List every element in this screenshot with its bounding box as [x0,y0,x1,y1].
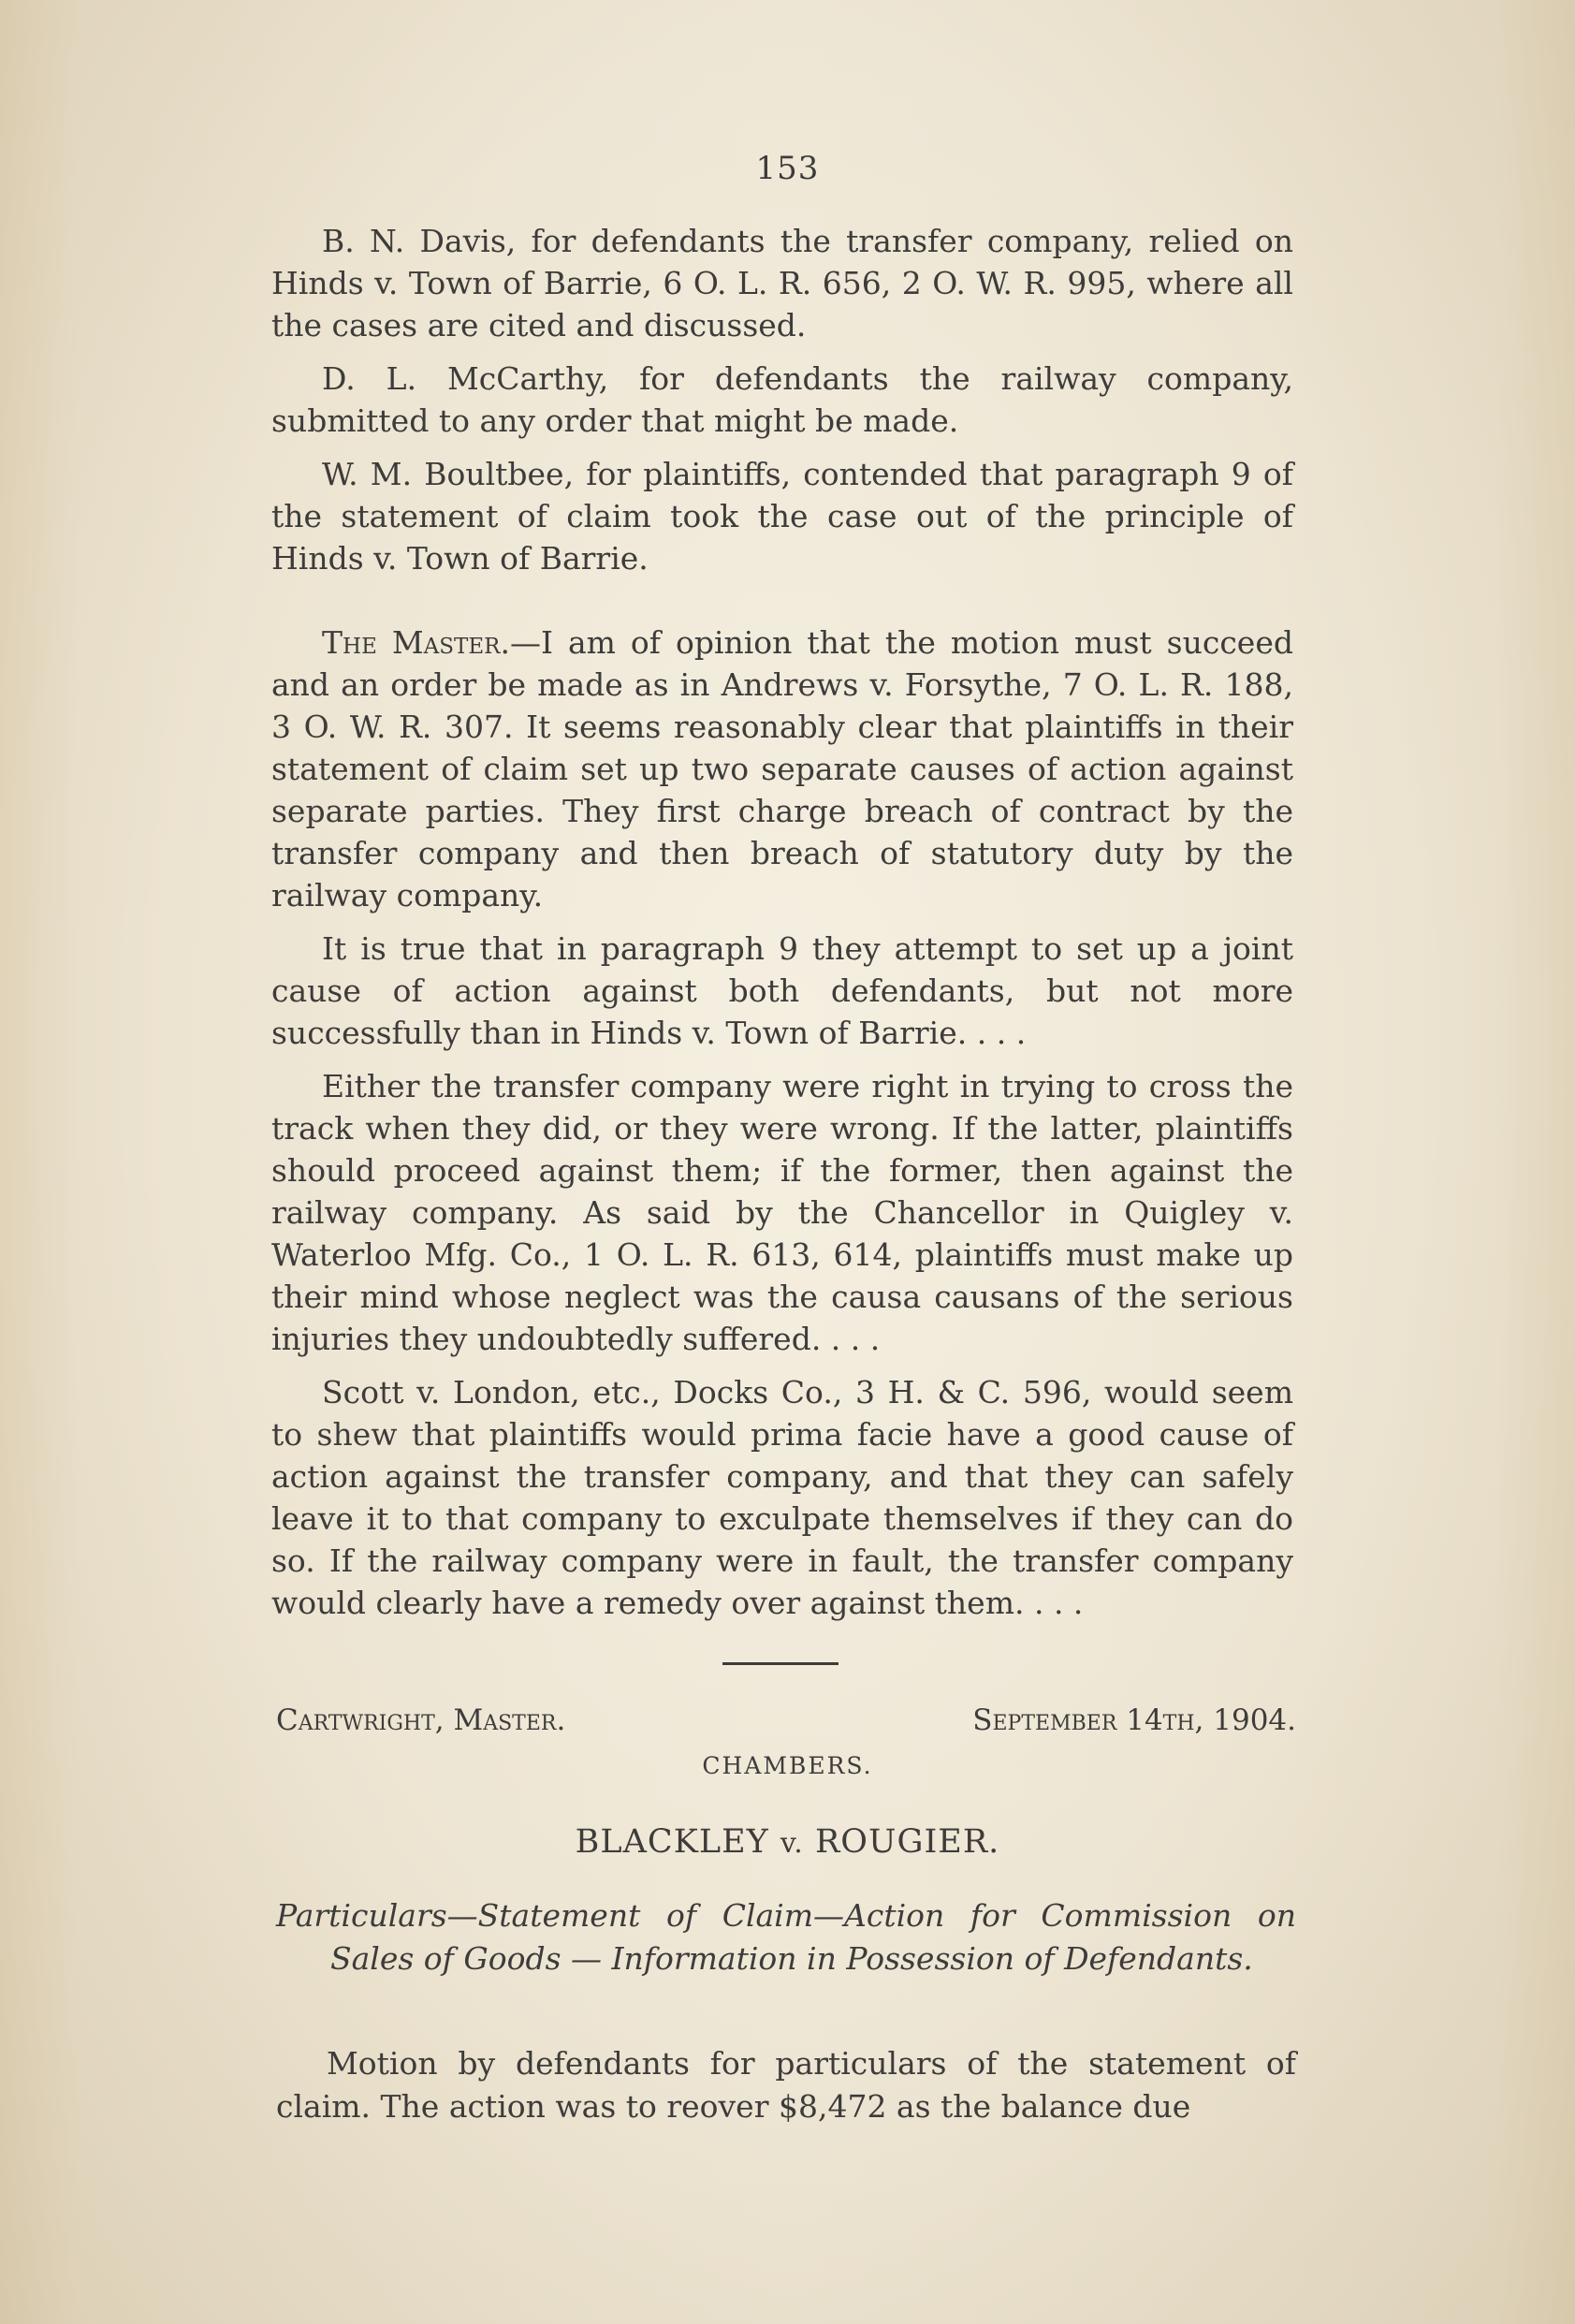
case-title [0,1823,1575,1861]
case-title-versus: v. [780,1827,804,1860]
master-lead: The Master. [322,624,510,661]
case-date: September 14th, 1904. [972,1703,1296,1737]
paragraph-opinion-3: Either the transfer company were right in trying to cross the track when they did, or they were wrong. If the latter, plaintiffs should proceed against them; if the former, then against the railway company. As said by the Chancellor in Quigley v. Waterloo Mfg. Co., 1 O. L. R. 613, 614, plaintiffs must make up their mind whose neglect was the causa causans of the serious injuries they undoubtedly suffered. . . . [271,1068,1293,1357]
court-label: CHAMBERS. [702,1752,873,1779]
paragraph-opinion-2: It is true that in paragraph 9 they attempt to set up a joint cause of action against both defendants, but not more successfully than in Hinds v. Town of Barrie. . . . [271,930,1293,1051]
counsel-section [271,220,1293,591]
paragraph-counsel-mccarthy: D. L. McCarthy, for defendants the railway company, submitted to any order that might be made. [271,360,1293,439]
case-title-defendant: ROUGIER. [814,1823,1000,1861]
paragraph-counsel-boultbee: W. M. Boultbee, for plaintiffs, contended that paragraph 9 of the statement of claim took the case out of the principle of Hinds v. Town of Barrie. [271,456,1293,577]
opinion-text-1: —I am of opinion that the motion must succeed and an order be made as in Andrews v. Forsythe, 7 O. L. R. 188, 3 O. W. R. 307. It seems reasonably clear that plaintiffs in their statement of claim set up two separate causes of action against separate parties. They first charge breach of contract by the transfer company and then breach of statutory duty by the railway company. [271,624,1293,914]
headnote: Particulars—Statement of Claim—Action for Commission on Sales of Goods — Information in Possession of Defendants. [276,1897,1296,1977]
section-divider [722,1662,839,1665]
paragraph-opinion-1 [271,621,1293,916]
judge-name: Cartwright, Master. [276,1703,566,1737]
paragraph-counsel-davis: B. N. Davis, for defendants the transfer company, relied on Hinds v. Town of Barrie, 6 O. L. R. 656, 2 O. W. R. 995, where all the cases are cited and discussed. [271,223,1293,343]
opinion-section [271,621,1293,1635]
paragraph-opinion-4: Scott v. London, etc., Docks Co., 3 H. & C. 596, would seem to shew that plaintiffs would prima facie have a good cause of action against the transfer company, and that they can safely leave it to that company to exculpate themselves if they can do so. If the railway company were in fault, the transfer company would clearly have a remedy over against them. . . . [271,1374,1293,1621]
page-number: 153 [755,150,820,187]
motion-paragraph: Motion by defendants for particulars of the statement of claim. The action was to reover $8,472 as the balance due [276,2045,1296,2125]
case-title-plaintiff: BLACKLEY [575,1823,769,1861]
